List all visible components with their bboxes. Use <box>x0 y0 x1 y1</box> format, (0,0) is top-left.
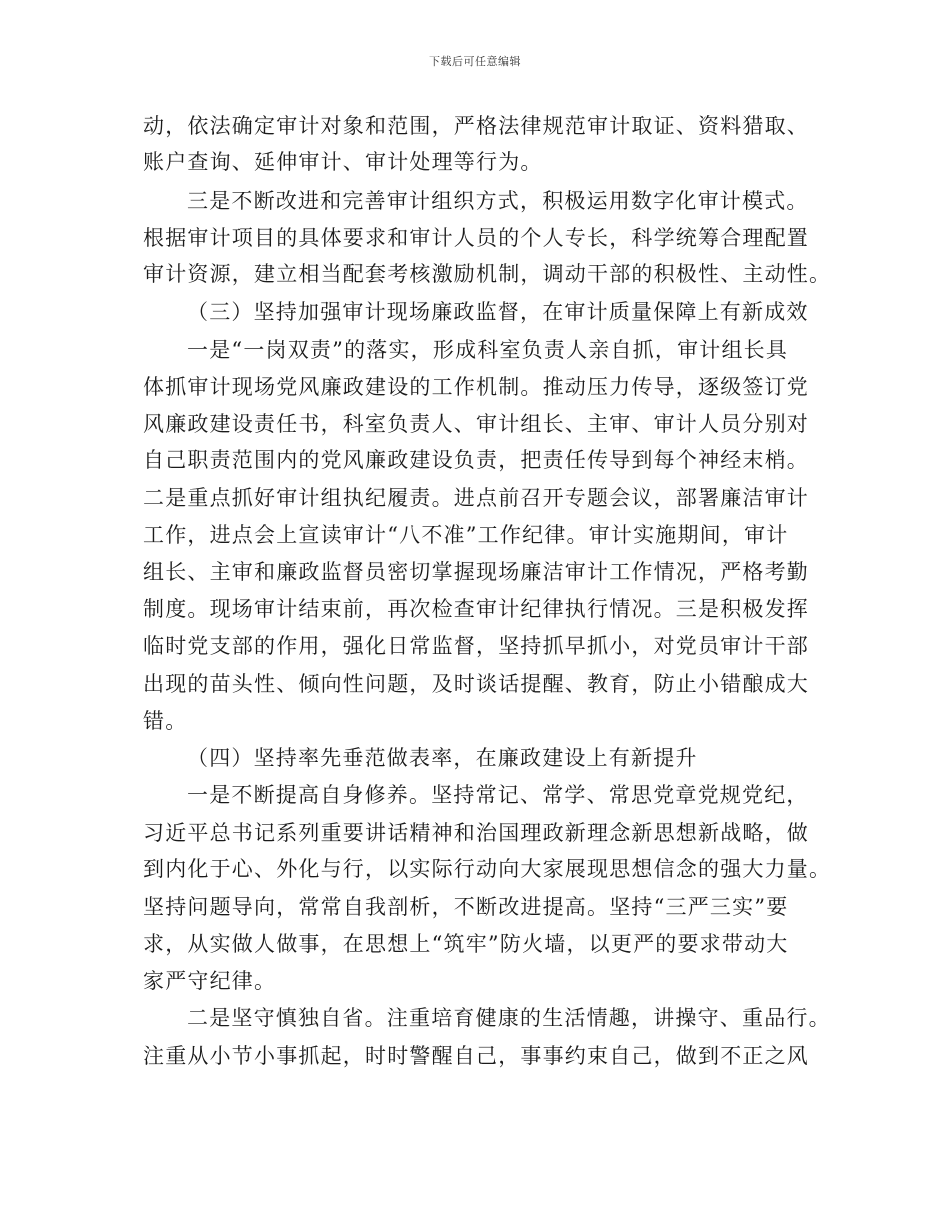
text-line: 出现的苗头性、倾向性问题，及时谈话提醒、教育，防止小错酿成大 <box>143 672 809 696</box>
text-line: 体抓审计现场党风廉政建设的工作机制。推动压力传导，逐级签订党 <box>143 375 809 399</box>
text-line: 注重从小节小事抓起，时时警醒自己，事事约束自己，做到不正之风 <box>143 1044 809 1068</box>
text-line: 审计资源，建立相当配套考核激励机制，调动干部的积极性、主动性。 <box>143 262 832 286</box>
text-line: 工作，进点会上宣读审计“八不准”工作纪律。审计实施期间，审计 <box>143 523 789 547</box>
text-line: 临时党支部的作用，强化日常监督，坚持抓早抓小，对党员审计干部 <box>143 634 809 658</box>
text-line: 自己职责范围内的党风廉政建设负责，把责任传导到每个神经末梢。 <box>143 448 809 472</box>
text-line: 求，从实做人做事，在思想上“筑牢”防火墙，以更严的要求带动大 <box>143 932 789 956</box>
section-heading-3: （三）坚持加强审计现场廉政监督，在审计质量保障上有新成效 <box>187 300 809 324</box>
text-line: 一是不断提高自身修养。坚持常记、常学、常思党章党规党纪， <box>187 783 809 807</box>
text-line: 制度。现场审计结束前，再次检查审计纪律执行情况。三是积极发挥 <box>143 597 809 621</box>
text-line: 错。 <box>143 709 188 733</box>
text-line: 组长、主审和廉政监督员密切掌握现场廉洁审计工作情况，严格考勤 <box>143 560 809 584</box>
text-line: 二是坚守慎独自省。注重培育健康的生活情趣，讲操守、重品行。 <box>187 1006 831 1030</box>
text-line: 家严守纪律。 <box>143 969 277 993</box>
text-line: 习近平总书记系列重要讲话精神和治国理政新理念新思想新战略，做 <box>143 821 809 845</box>
section-heading-4: （四）坚持率先垂范做表率，在廉政建设上有新提升 <box>187 746 698 770</box>
text-line: 一是“一岗双责”的落实，形成科室负责人亲自抓，审计组长具 <box>187 338 789 362</box>
text-line: 动，依法确定审计对象和范围，严格法律规范审计取证、资料猎取、 <box>143 114 809 138</box>
text-line: 风廉政建设责任书，科室负责人、审计组长、主审、审计人员分别对 <box>143 412 809 436</box>
text-line: 坚持问题导向，常常自我剖析，不断改进提高。坚持“三严三实”要 <box>143 895 789 919</box>
text-line: 二是重点抓好审计组执纪履责。进点前召开专题会议，部署廉洁审计 <box>143 486 809 510</box>
text-line: 账户查询、延伸审计、审计处理等行为。 <box>143 150 543 174</box>
page-header: 下载后可任意编辑 <box>429 55 521 68</box>
text-line: 到内化于心、外化与行，以实际行动向大家展现思想信念的强大力量。 <box>143 857 832 881</box>
text-line: 根据审计项目的具体要求和审计人员的个人专长，科学统筹合理配置 <box>143 226 809 250</box>
text-line: 三是不断改进和完善审计组织方式，积极运用数字化审计模式。 <box>187 189 809 213</box>
